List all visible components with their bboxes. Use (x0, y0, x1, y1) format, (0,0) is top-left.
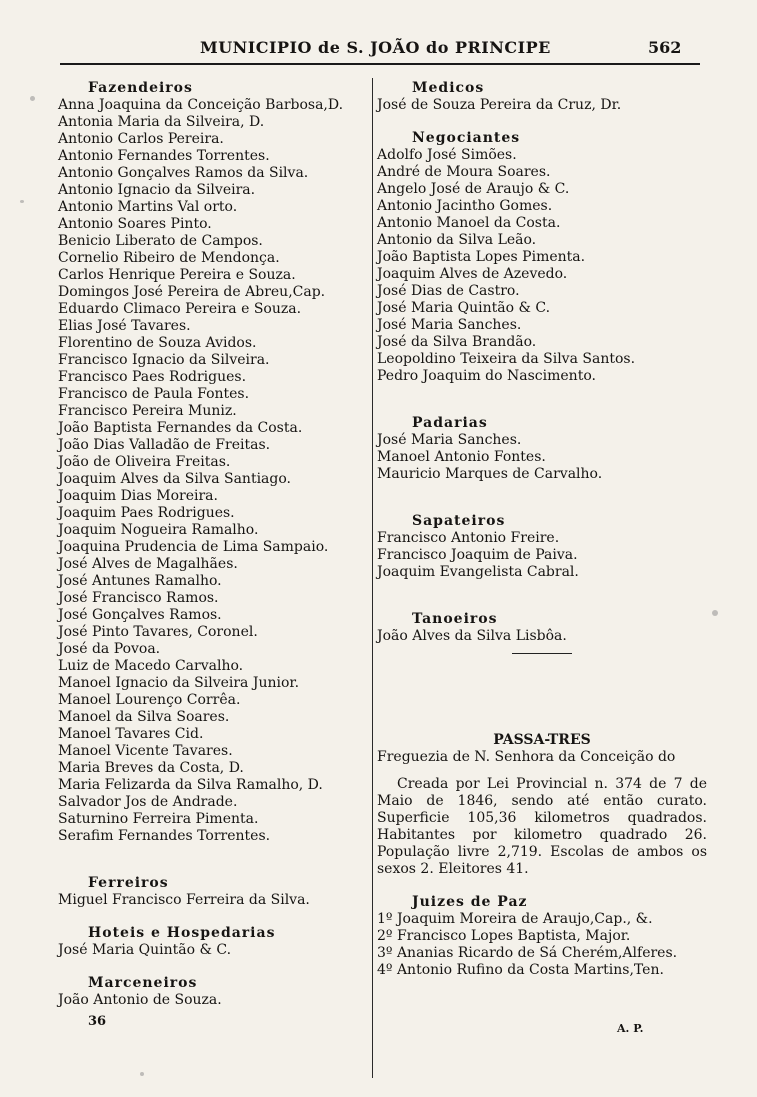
list-item: José Maria Quintão & C. (58, 942, 232, 958)
list-item: João Dias Valladão de Freitas. (58, 437, 271, 453)
list-item: Joaquim Evangelista Cabral. (377, 564, 579, 580)
list-item: 2º Francisco Lopes Baptista, Major. (377, 928, 631, 944)
list-item: Maria Felizarda da Silva Ramalho, D. (58, 777, 323, 793)
list-item: Manoel da Silva Soares. (58, 709, 230, 725)
list-item: Pedro Joaquim do Nascimento. (377, 368, 596, 384)
left-column (58, 80, 370, 1030)
list-item: Joaquina Prudencia de Lima Sampaio. (58, 539, 329, 555)
list-item: André de Moura Soares. (377, 164, 551, 180)
list-item: Joaquim Dias Moreira. (58, 488, 218, 504)
section-heading-negociantes: Negociantes (412, 130, 521, 146)
page-header (0, 38, 757, 62)
list-item: Angelo José de Araujo & C. (377, 181, 570, 197)
list-item: Maria Breves da Costa, D. (58, 760, 244, 776)
list-item: José Maria Quintão & C. (377, 300, 551, 316)
sapateiros-list (377, 530, 707, 581)
list-item: Manoel Ignacio da Silveira Junior. (58, 675, 300, 691)
list-item: Antonio Jacintho Gomes. (377, 198, 553, 214)
list-item: Carlos Henrique Pereira e Souza. (58, 267, 296, 283)
list-item: José Gonçalves Ramos. (58, 607, 222, 623)
list-item: José de Souza Pereira da Cruz, Dr. (377, 97, 622, 113)
section-heading-juizes: Juizes de Paz (412, 894, 528, 910)
list-item: Antonio Martins Val orto. (58, 199, 238, 215)
list-item: Antonio Manoel da Costa. (377, 215, 561, 231)
list-item: 1º Joaquim Moreira de Araujo,Cap., &. (377, 911, 653, 927)
list-item: Benicio Liberato de Campos. (58, 233, 263, 249)
medicos-list (377, 97, 707, 114)
ferreiros-list (58, 892, 370, 909)
list-item: Leopoldino Teixeira da Silva Santos. (377, 351, 636, 367)
section-heading-tanoeiros: Tanoeiros (412, 611, 498, 627)
list-item: Antonia Maria da Silveira, D. (58, 114, 265, 130)
list-item: José Pinto Tavares, Coronel. (58, 624, 258, 640)
list-item: Saturnino Ferreira Pimenta. (58, 811, 259, 827)
list-item: Manoel Vicente Tavares. (58, 743, 233, 759)
list-item: Antonio Fernandes Torrentes. (58, 148, 270, 164)
scan-speck (140, 1072, 144, 1076)
list-item: Francisco Antonio Freire. (377, 530, 560, 546)
list-item: Joaquim Nogueira Ramalho. (58, 522, 259, 538)
footer-signature-right: A. P. (617, 1022, 644, 1035)
list-item: Elias José Tavares. (58, 318, 191, 334)
section-heading-hoteis: Hoteis e Hospedarias (88, 925, 276, 941)
scan-speck (20, 200, 24, 203)
header-rule (60, 63, 700, 65)
list-item: João Antonio de Souza. (58, 992, 222, 1008)
list-item: Salvador Jos de Andrade. (58, 794, 238, 810)
section-heading-marceneiros: Marceneiros (88, 975, 198, 991)
section-heading-sapateiros: Sapateiros (412, 513, 506, 529)
section-heading-medicos: Medicos (412, 80, 485, 96)
juizes-list (377, 911, 707, 979)
list-item: Antonio Ignacio da Silveira. (58, 182, 256, 198)
marceneiros-list (58, 992, 370, 1009)
page-number: 562 (648, 38, 682, 57)
padarias-list (377, 432, 707, 483)
list-item: Mauricio Marques de Carvalho. (377, 466, 603, 482)
list-item: José Francisco Ramos. (58, 590, 219, 606)
section-heading-ferreiros: Ferreiros (88, 875, 169, 891)
list-item: Joaquim Paes Rodrigues. (58, 505, 235, 521)
list-item: Cornelio Ribeiro de Mendonça. (58, 250, 280, 266)
list-item: Francisco de Paula Fontes. (58, 386, 250, 402)
negociantes-list (377, 147, 707, 385)
list-item: Adolfo José Simões. (377, 147, 517, 163)
list-item: Francisco Pereira Muniz. (58, 403, 237, 419)
list-item: Manoel Antonio Fontes. (377, 449, 546, 465)
section-heading-padarias: Padarias (412, 415, 488, 431)
list-item: João Baptista Lopes Pimenta. (377, 249, 586, 265)
list-item: Serafim Fernandes Torrentes. (58, 828, 271, 844)
fazendeiros-list (58, 97, 370, 845)
section-heading-passa-tres: PASSA-TRES (493, 732, 591, 748)
list-item: João Baptista Fernandes da Costa. (58, 420, 303, 436)
list-item: Manoel Lourenço Corrêa. (58, 692, 241, 708)
scan-speck (30, 96, 35, 101)
list-item: João Alves da Silva Lisbôa. (377, 628, 567, 644)
list-item: Domingos José Pereira de Abreu,Cap. (58, 284, 326, 300)
list-item: Antonio Carlos Pereira. (58, 131, 224, 147)
list-item: Antonio Gonçalves Ramos da Silva. (58, 165, 309, 181)
list-item: Antonio Soares Pinto. (58, 216, 212, 232)
list-item: José da Silva Brandão. (377, 334, 537, 350)
column-divider (372, 78, 373, 1078)
list-item: Manoel Tavares Cid. (58, 726, 204, 742)
footer-signature-number: 36 (88, 1014, 107, 1029)
list-item: 4º Antonio Rufino da Costa Martins,Ten. (377, 962, 664, 978)
list-item: Joaquim Alves da Silva Santiago. (58, 471, 291, 487)
list-item: Joaquim Alves de Azevedo. (377, 266, 568, 282)
list-item: Francisco Ignacio da Silveira. (58, 352, 270, 368)
list-item: José Maria Sanches. (377, 432, 522, 448)
list-item: Miguel Francisco Ferreira da Silva. (58, 892, 310, 908)
freguezia-line: Freguezia de N. Senhora da Conceição do (377, 749, 676, 765)
list-item: João de Oliveira Freitas. (58, 454, 231, 470)
hoteis-list (58, 942, 370, 959)
list-item: José Antunes Ramalho. (58, 573, 222, 589)
page-title: MUNICIPIO de S. JOÃO do PRINCIPE (200, 38, 551, 57)
list-item: Eduardo Climaco Pereira e Souza. (58, 301, 302, 317)
list-item: Francisco Joaquim de Paiva. (377, 547, 578, 563)
list-item: José Alves de Magalhães. (58, 556, 238, 572)
passa-tres-paragraph: Creada por Lei Provincial n. 374 de 7 de Maio de 1846, sendo até então curato. Superficie 105,36 kilometros quadrados. Habitantes por kilometro quadrado 26. População livre 2,719. Escolas de ambos os sexos 2. Eleitores 41. (377, 776, 707, 877)
list-item: Florentino de Souza Avidos. (58, 335, 257, 351)
list-item: Luiz de Macedo Carvalho. (58, 658, 244, 674)
section-heading-fazendeiros: Fazendeiros (88, 80, 193, 96)
right-column (377, 80, 707, 979)
list-item: Francisco Paes Rodrigues. (58, 369, 247, 385)
list-item: Anna Joaquina da Conceição Barbosa,D. (58, 97, 344, 113)
list-item: José Dias de Castro. (377, 283, 520, 299)
list-item: Antonio da Silva Leão. (377, 232, 537, 248)
scan-speck (712, 610, 718, 616)
list-item: 3º Ananias Ricardo de Sá Cherém,Alferes. (377, 945, 678, 961)
tanoeiros-list (377, 628, 707, 645)
list-item: José Maria Sanches. (377, 317, 522, 333)
list-item: José da Povoa. (58, 641, 161, 657)
